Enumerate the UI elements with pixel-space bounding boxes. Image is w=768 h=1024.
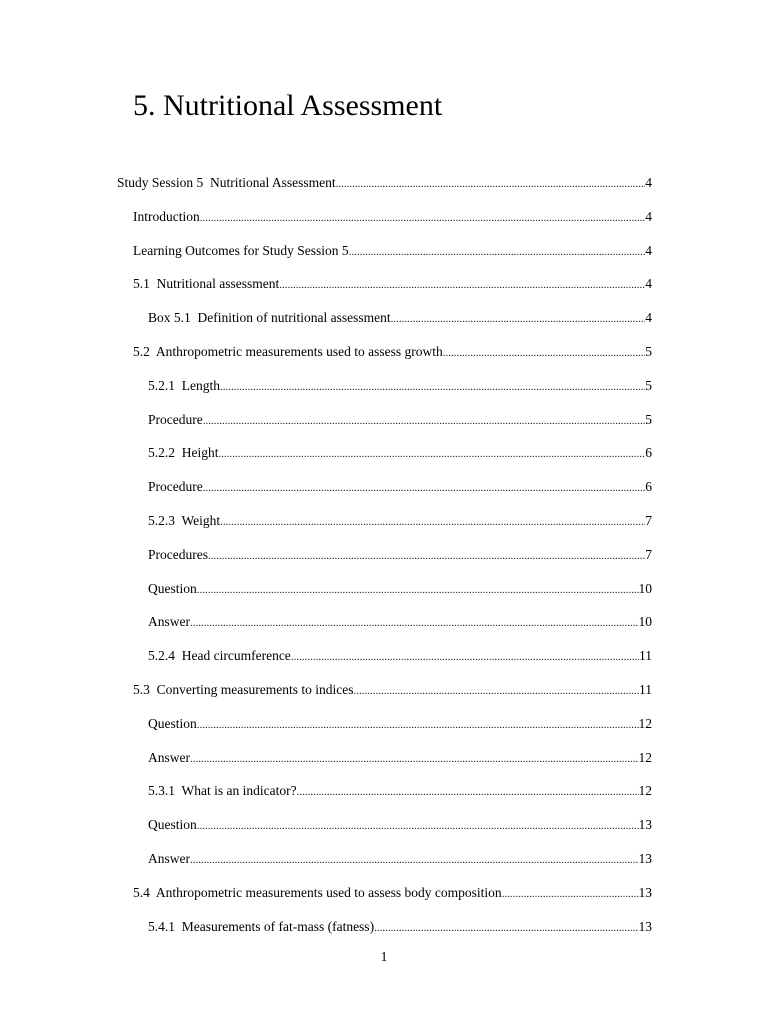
toc-entry-page-number: 4 <box>645 243 652 258</box>
toc-entry-page-number: 13 <box>638 851 652 866</box>
toc-dot-leader <box>336 174 646 193</box>
toc-entry[interactable] <box>133 274 652 294</box>
toc-dot-leader <box>200 208 646 227</box>
toc-entry[interactable] <box>148 612 652 632</box>
toc-entry[interactable] <box>148 443 652 463</box>
toc-dot-leader <box>220 377 645 396</box>
toc-entry-page-number: 12 <box>638 783 652 798</box>
toc-entry-title: Learning Outcomes for Study Session 5 <box>133 243 349 258</box>
toc-entry-page-number: 4 <box>645 209 652 224</box>
toc-entry-title: 5.3 Converting measurements to indices <box>133 682 354 697</box>
toc-entry-page-number: 11 <box>639 682 652 697</box>
toc-dot-leader <box>208 546 645 565</box>
toc-entry-page-number: 13 <box>638 885 652 900</box>
toc-entry-page-number: 5 <box>645 378 652 393</box>
toc-entry[interactable] <box>148 376 652 396</box>
toc-dot-leader <box>203 411 646 430</box>
toc-entry-title: 5.2.4 Head circumference <box>148 648 291 663</box>
toc-dot-leader <box>220 512 645 531</box>
toc-entry-page-number: 11 <box>639 648 652 663</box>
toc-entry[interactable] <box>148 308 652 328</box>
toc-entry[interactable] <box>148 511 652 531</box>
toc-entry-title: 5.4.1 Measurements of fat-mass (fatness) <box>148 919 375 934</box>
toc-entry-title: Introduction <box>133 209 200 224</box>
toc-entry-page-number: 13 <box>638 817 652 832</box>
toc-dot-leader <box>349 242 646 261</box>
toc-entry-page-number: 7 <box>645 513 652 528</box>
toc-entry[interactable] <box>133 241 652 261</box>
toc-entry-page-number: 10 <box>638 614 652 629</box>
toc-entry[interactable] <box>148 477 652 497</box>
toc-dot-leader <box>443 343 646 362</box>
toc-entry-title: Question <box>148 817 197 832</box>
toc-entry[interactable] <box>117 173 652 193</box>
toc-dot-leader <box>219 444 646 463</box>
toc-entry-title: 5.1 Nutritional assessment <box>133 276 280 291</box>
toc-dot-leader <box>502 884 639 903</box>
toc-entry-page-number: 12 <box>638 750 652 765</box>
toc-entry[interactable] <box>133 207 652 227</box>
toc-entry[interactable] <box>148 410 652 430</box>
toc-entry-title: 5.3.1 What is an indicator? <box>148 783 297 798</box>
toc-entry-page-number: 10 <box>638 581 652 596</box>
toc-entry-title: Answer <box>148 750 190 765</box>
toc-entry[interactable] <box>148 579 652 599</box>
toc-entry-title: 5.2.2 Height <box>148 445 219 460</box>
toc-entry-page-number: 4 <box>645 276 652 291</box>
toc-dot-leader <box>279 275 645 294</box>
toc-entry-title: Answer <box>148 614 190 629</box>
toc-entry-title: Question <box>148 581 197 596</box>
toc-entry[interactable] <box>148 545 652 565</box>
toc-entry[interactable] <box>133 342 652 362</box>
toc-entry-page-number: 6 <box>645 479 652 494</box>
toc-entry[interactable] <box>148 815 652 835</box>
toc-dot-leader <box>374 918 638 937</box>
toc-entry-page-number: 12 <box>638 716 652 731</box>
chapter-title: 5. Nutritional Assessment <box>133 89 443 122</box>
toc-entry[interactable] <box>148 917 652 937</box>
toc-entry-page-number: 6 <box>645 445 652 460</box>
toc-entry[interactable] <box>148 748 652 768</box>
page-number: 1 <box>380 949 388 964</box>
toc-entry[interactable] <box>148 714 652 734</box>
toc-entry[interactable] <box>148 849 652 869</box>
toc-entry-title: Procedures <box>148 547 208 562</box>
toc-dot-leader <box>190 850 639 869</box>
toc-entry-page-number: 5 <box>645 344 652 359</box>
toc-dot-leader <box>190 749 639 768</box>
toc-dot-leader <box>203 478 646 497</box>
toc-entry-title: Answer <box>148 851 190 866</box>
toc-entry[interactable] <box>148 646 652 666</box>
toc-dot-leader <box>197 816 639 835</box>
toc-entry-title: 5.2 Anthropometric measurements used to assess growth <box>133 344 443 359</box>
toc-dot-leader <box>197 715 639 734</box>
toc-entry-page-number: 5 <box>645 412 652 427</box>
toc-dot-leader <box>297 782 639 801</box>
toc-entry-page-number: 13 <box>638 919 652 934</box>
toc-entry-title: Study Session 5 Nutritional Assessment <box>117 175 336 190</box>
toc-entry[interactable] <box>148 781 652 801</box>
toc-entry-page-number: 7 <box>645 547 652 562</box>
toc-entry-title: Box 5.1 Definition of nutritional assessment <box>148 310 391 325</box>
toc-entry-title: 5.2.1 Length <box>148 378 220 393</box>
toc-dot-leader <box>353 681 639 700</box>
toc-entry-title: 5.4 Anthropometric measurements used to assess body composition <box>133 885 502 900</box>
toc-entry-title: 5.2.3 Weight <box>148 513 221 528</box>
toc-entry[interactable] <box>133 883 652 903</box>
toc-entry-page-number: 4 <box>645 310 652 325</box>
toc-dot-leader <box>391 309 646 328</box>
toc-dot-leader <box>291 647 639 666</box>
toc-dot-leader <box>197 580 639 599</box>
toc-dot-leader <box>190 613 639 632</box>
toc-entry-title: Procedure <box>148 412 203 427</box>
toc-entry-title: Procedure <box>148 479 203 494</box>
toc-entry-page-number: 4 <box>645 175 652 190</box>
toc-entry[interactable] <box>133 680 652 700</box>
toc-entry-title: Question <box>148 716 197 731</box>
